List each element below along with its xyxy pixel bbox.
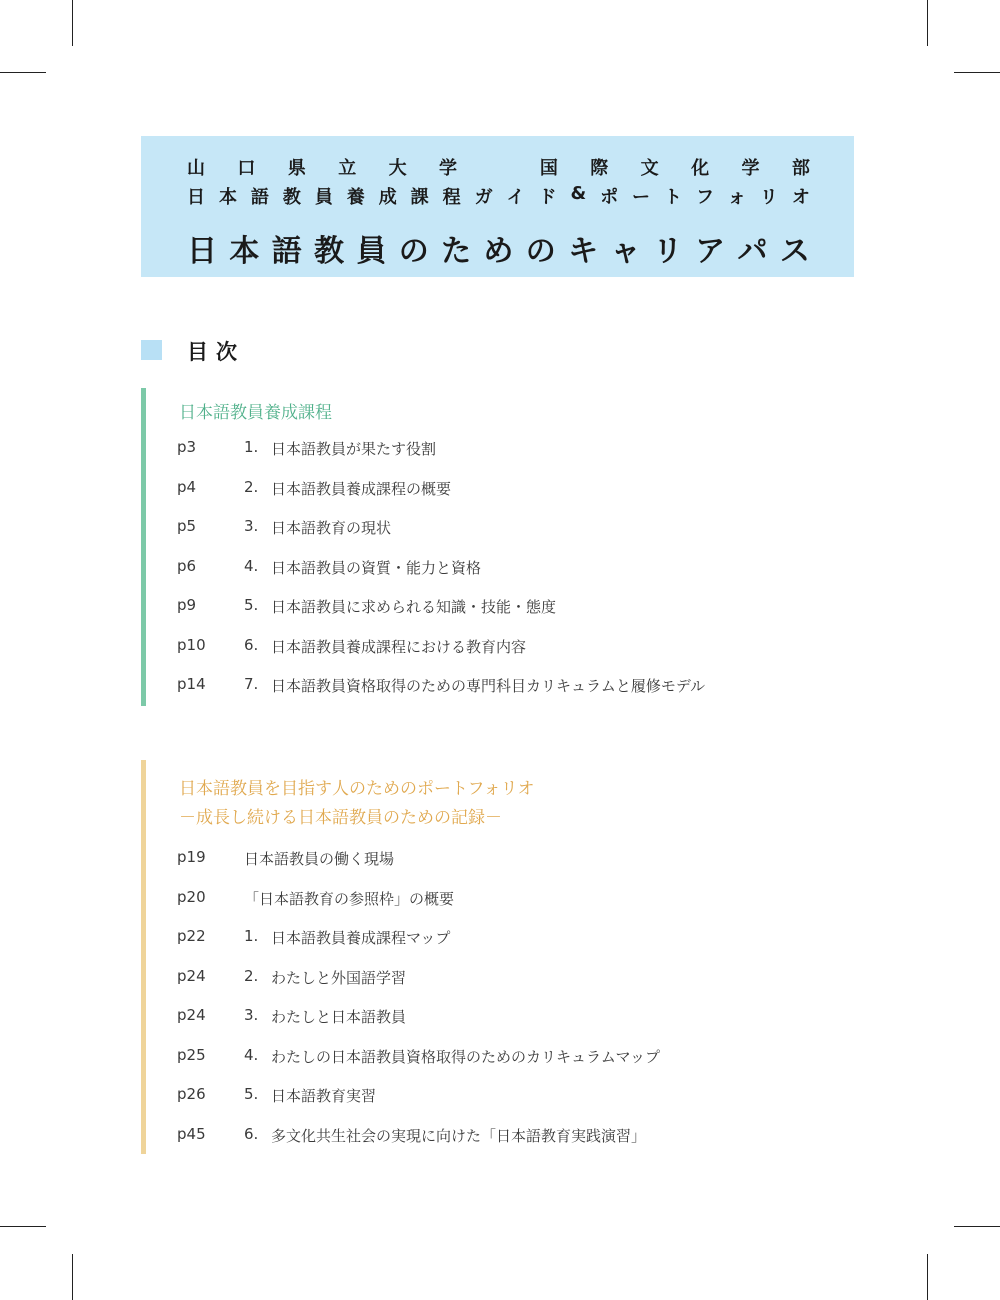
toc-page-number: p4	[177, 478, 197, 496]
crop-mark	[954, 1226, 1000, 1227]
banner-char: 国	[539, 158, 558, 179]
toc-item-number: 3.	[244, 1006, 259, 1024]
banner-title-char: 日	[187, 234, 217, 269]
toc-page-number: p9	[177, 596, 197, 614]
toc-section-portfolio	[141, 760, 861, 1154]
crop-mark	[927, 1254, 928, 1300]
banner-char: 課	[410, 187, 429, 208]
banner-title-char: の	[398, 234, 429, 269]
banner-title-char: ス	[779, 234, 810, 269]
banner-char: 部	[791, 158, 810, 179]
banner-char: 立	[338, 158, 357, 179]
crop-mark	[72, 0, 73, 46]
banner-title-char: 教	[314, 234, 345, 269]
toc-item-label: 日本語教員の働く現場	[244, 850, 395, 868]
banner-char: 養	[346, 187, 365, 208]
banner-char: ト	[664, 187, 682, 208]
section-title: 日本語教員養成課程	[179, 403, 332, 423]
toc-item-label: 日本語教員養成課程の概要	[271, 480, 452, 498]
banner-char: 程	[442, 187, 461, 208]
toc-item-number: 1.	[244, 438, 259, 456]
toc-page-number: p19	[177, 848, 206, 866]
crop-mark	[0, 72, 46, 73]
banner-char: 山	[187, 158, 205, 179]
toc-item-label: 日本語教員養成課程マップ	[271, 929, 451, 947]
banner-char: ガ	[474, 187, 493, 208]
banner-char: 日	[187, 187, 205, 208]
banner-title-char: リ	[652, 234, 683, 269]
toc-item-number: 6.	[244, 1125, 259, 1143]
toc-item-number: 2.	[244, 967, 259, 985]
banner-title-char: ャ	[610, 234, 641, 269]
banner-university	[187, 154, 810, 180]
toc-item-number: 4.	[244, 557, 259, 575]
toc-item-number: 5.	[244, 596, 259, 614]
banner-char: 本	[218, 187, 237, 208]
banner-char: フ	[695, 187, 714, 208]
section-title: 日本語教員を目指す人のためのポートフォリオ	[179, 779, 535, 799]
toc-item-label: 日本語教育の現状	[271, 519, 392, 537]
banner-title-char: 語	[271, 234, 302, 269]
banner-title-char: キ	[568, 234, 599, 269]
toc-page-number: p14	[177, 675, 206, 693]
section-accent-bar	[141, 760, 146, 1154]
crop-mark	[0, 1226, 46, 1227]
banner-subtitle	[187, 183, 810, 209]
toc-item-label: わたしの日本語教員資格取得のためのカリキュラムマップ	[271, 1048, 660, 1066]
toc-item-label: わたしと日本語教員	[271, 1008, 407, 1026]
toc-heading-marker	[141, 340, 162, 360]
banner-char: ォ	[727, 187, 746, 208]
banner-char: 学	[439, 158, 458, 179]
toc-page-number: p45	[177, 1125, 206, 1143]
banner-title-char: パ	[737, 234, 768, 269]
toc-item-number: 5.	[244, 1085, 259, 1103]
banner-char: オ	[791, 187, 810, 208]
banner-char: 県	[287, 158, 306, 179]
toc-item-label: 多文化共生社会の実現に向けた「日本語教育実践演習」	[271, 1127, 647, 1145]
banner-char: ポ	[600, 187, 619, 208]
toc-item-label: 日本語教育実習	[271, 1087, 377, 1105]
banner-char: 際	[590, 158, 609, 179]
section-subtitle: －成長し続ける日本語教員のための記録－	[179, 808, 502, 828]
toc-page-number: p24	[177, 1006, 206, 1024]
banner-char: 大	[388, 158, 407, 179]
toc-item-label: 「日本語教育の参照枠」の概要	[244, 890, 455, 908]
toc-heading: 目次	[187, 340, 245, 364]
toc-item-label: 日本語教員が果たす役割	[271, 440, 437, 458]
crop-mark	[927, 0, 928, 46]
banner-char: 学	[741, 158, 760, 179]
banner-char: 語	[250, 187, 269, 208]
toc-item-label: 日本語教員に求められる知識・技能・態度	[271, 598, 557, 616]
crop-mark	[72, 1254, 73, 1300]
banner-title-char: 本	[229, 234, 260, 269]
banner-char: 成	[378, 187, 397, 208]
banner-title-char: ア	[695, 234, 726, 269]
toc-section-training-course	[141, 388, 861, 706]
toc-item-label: わたしと外国語学習	[271, 969, 407, 987]
toc-item-label: 日本語教員資格取得のための専門科目カリキュラムと履修モデル	[271, 677, 706, 695]
toc-item-number: 6.	[244, 636, 259, 654]
banner-spacer	[489, 154, 507, 180]
toc-page-number: p6	[177, 557, 197, 575]
toc-item-label: 日本語教員の資質・能力と資格	[271, 559, 482, 577]
banner-char: &	[570, 183, 587, 204]
toc-item-number: 7.	[244, 675, 259, 693]
toc-page-number: p24	[177, 967, 206, 985]
banner-char: 口	[237, 158, 256, 179]
toc-item-number: 1.	[244, 927, 259, 945]
crop-mark	[954, 72, 1000, 73]
toc-page-number: p26	[177, 1085, 206, 1103]
toc-item-label: 日本語教員養成課程における教育内容	[271, 638, 527, 656]
toc-page-number: p22	[177, 927, 206, 945]
banner-char: 教	[282, 187, 301, 208]
banner-char: ド	[538, 187, 557, 208]
banner-title-char: め	[483, 234, 514, 269]
toc-page-number: p5	[177, 517, 197, 535]
banner-char: ー	[632, 187, 651, 208]
banner-title	[187, 226, 810, 270]
toc-page-number: p20	[177, 888, 206, 906]
toc-page-number: p3	[177, 438, 197, 456]
toc-page-number: p25	[177, 1046, 206, 1064]
toc-item-number: 3.	[244, 517, 259, 535]
banner-char: イ	[506, 187, 525, 208]
banner-title-char: の	[525, 234, 556, 269]
toc-item-number: 2.	[244, 478, 259, 496]
toc-page-number: p10	[177, 636, 206, 654]
banner-char: リ	[759, 187, 778, 208]
banner-char: 化	[691, 158, 710, 179]
banner-char: 員	[314, 187, 333, 208]
banner-title-char: た	[441, 234, 472, 269]
toc-item-number: 4.	[244, 1046, 259, 1064]
banner-char: 文	[640, 158, 659, 179]
section-accent-bar	[141, 388, 146, 706]
banner-title-char: 員	[356, 234, 387, 269]
header-banner	[141, 136, 854, 277]
